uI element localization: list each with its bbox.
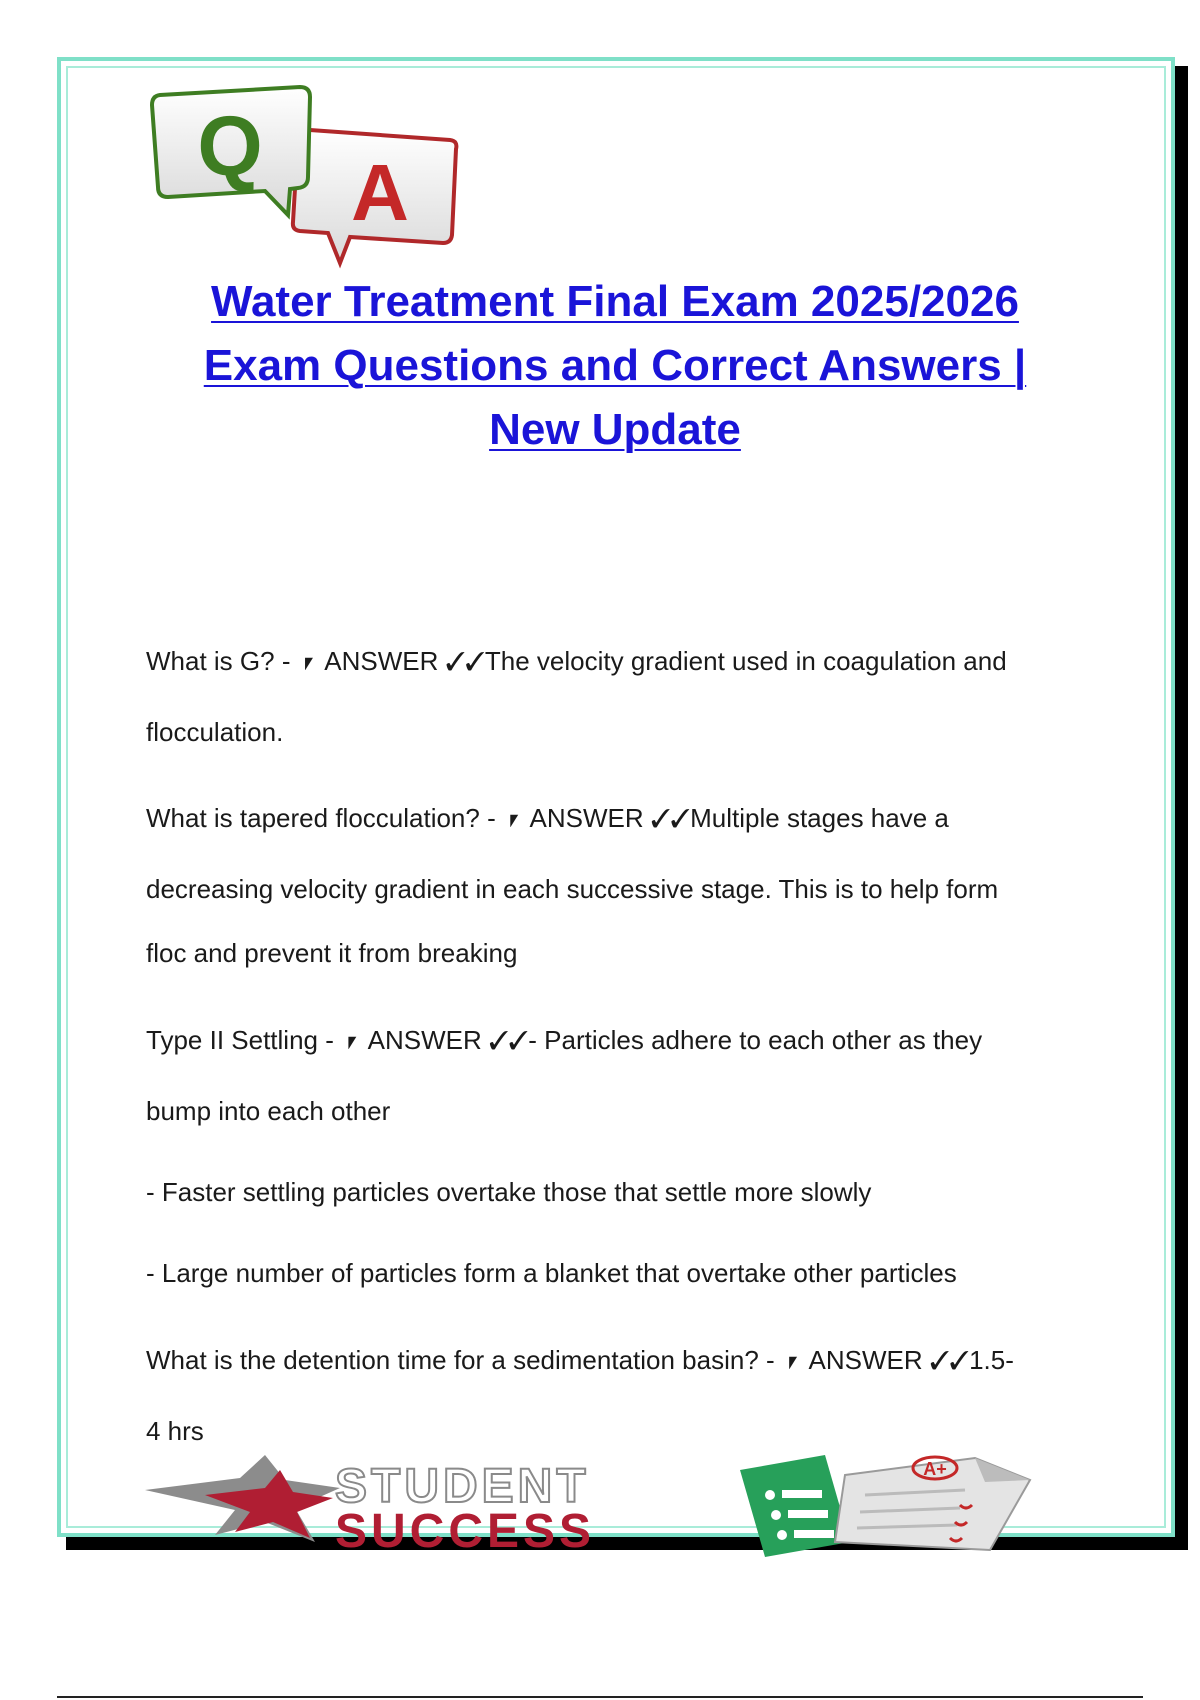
bottom-rule [57,1696,1143,1698]
star-icon [145,1455,340,1542]
q-speech-bubble [152,87,310,215]
question-2-line-2: decreasing velocity gradient in each successive stage. This is to help form [146,874,999,904]
question-3-bullet-1: - Faster settling particles overtake those that settle more slowly [146,1177,872,1207]
grade-badge: A+ [923,1459,947,1479]
question-3-line-1: Type II Settling - ⎖ ANSWER ✓✓- Particles adhere to each other as they [146,1025,983,1055]
brand-top-text: STUDENT [335,1460,590,1513]
question-1-line-1: What is G? - ⎖ ANSWER ✓✓The velocity gradient used in coagulation and [146,646,1007,676]
title-line: New Update [489,405,741,454]
question-4-line-2: 4 hrs [146,1416,204,1446]
question-4-line-1: What is the detention time for a sedimentation basin? - ⎖ ANSWER ✓✓1.5- [146,1345,1014,1375]
brand-bottom-text: SUCCESS [335,1505,596,1558]
question-3-bullet-2: - Large number of particles form a blanket that overtake other particles [146,1258,957,1288]
title-line: Exam Questions and Correct Answers | [203,341,1027,390]
a-letter: A [351,148,409,237]
qa-logo [150,85,460,270]
graded-paper-icon [835,1457,1030,1550]
document-title [120,270,1110,462]
q-letter: Q [197,99,263,193]
question-2-line-1: What is tapered flocculation? - ⎖ ANSWER ✓✓Multiple stages have a [146,803,949,833]
checklist-icon [740,1455,850,1557]
title-line: Water Treatment Final Exam 2025/2026 [211,277,1019,326]
student-success-logo [145,1450,1065,1560]
question-2-line-3: floc and prevent it from breaking [146,938,518,968]
a-speech-bubble [293,130,457,263]
question-3-line-2: bump into each other [146,1096,391,1126]
question-1-line-2: flocculation. [146,717,284,747]
